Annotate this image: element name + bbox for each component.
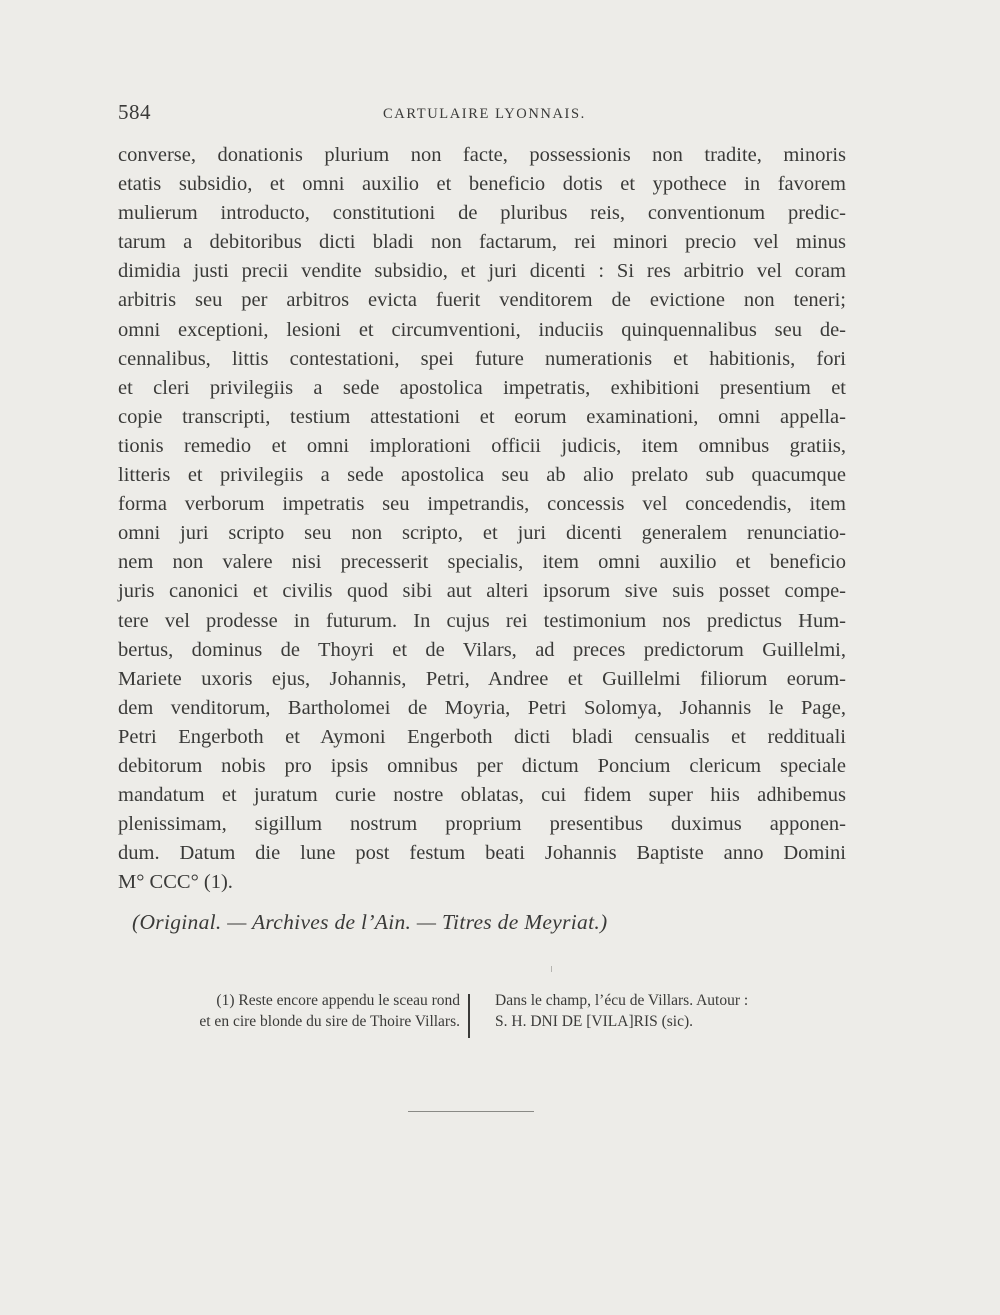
text-line: arbitris seu per arbitros evicta fuerit venditorem de evictione non teneri; — [118, 289, 846, 312]
text-line: etatis subsidio, et omni auxilio et beneficio dotis et ypothece in favorem — [118, 173, 846, 196]
text-line: dem venditorum, Bartholomei de Moyria, Petri Solomya, Johannis le Page, — [118, 696, 846, 719]
footnote-right-column — [495, 990, 850, 1032]
text-line: omni exceptioni, lesioni et circumventioni, induciis quinquennalibus seu de- — [118, 318, 846, 341]
paper-speck — [551, 966, 552, 972]
text-line: forma verborum impetratis seu impetrandis, concessis vel concedendis, item — [118, 493, 846, 516]
text-line: mulierum introducto, constitutioni de pluribus reis, conventionum predic- — [118, 202, 846, 225]
text-line: juris canonici et civilis quod sibi aut alteri ipsorum sive suis posset compe- — [118, 580, 846, 603]
text-line: omni juri scripto seu non scripto, et juri dicenti generalem renunciatio- — [118, 522, 846, 545]
text-line: debitorum nobis pro ipsis omnibus per dictum Poncium clericum speciale — [118, 754, 846, 777]
text-line: dimidia justi precii vendite subsidio, et juri dicenti : Si res arbitrio vel coram — [118, 260, 846, 283]
text-line: bertus, dominus de Thoyri et de Vilars, ad preces predictorum Guillelmi, — [118, 638, 846, 661]
text-line: litteris et privilegiis a sede apostolica seu ab alio prelato sub quacumque — [118, 464, 846, 487]
page-number: 584 — [118, 100, 151, 124]
text-line: cennalibus, littis contestationi, spei future numerationis et habitionis, fori — [118, 347, 846, 370]
text-line: Mariete uxoris ejus, Johannis, Petri, Andree et Guillelmi filiorum eorum- — [118, 667, 846, 690]
source-citation: (Original. — Archives de l’Ain. — Titres de Meyriat.) — [132, 910, 608, 934]
text-line: tarum a debitoribus dicti bladi non factarum, rei minori precio vel minus — [118, 231, 846, 254]
text-line: nem non valere nisi precesserit specialis, item omni auxilio et beneficio — [118, 551, 846, 574]
charter-text — [118, 141, 846, 897]
text-line: Petri Engerboth et Aymoni Engerboth dicti bladi censualis et reddituali — [118, 725, 846, 748]
footnote-left-column — [110, 990, 460, 1032]
footnote-line: S. H. DNI DE [VILA]RIS (sic). — [495, 1013, 694, 1030]
footnote-line: (1) Reste encore appendu le sceau rond — [216, 992, 460, 1009]
footnote-column-divider — [468, 994, 470, 1038]
running-title: CARTULAIRE LYONNAIS. — [383, 106, 586, 122]
end-rule — [408, 1111, 534, 1112]
text-line: M° CCC° (1). — [118, 871, 233, 894]
text-line: converse, donationis plurium non facte, possessionis non tradite, minoris — [118, 144, 846, 166]
footnote-line: Dans le champ, l’écu de Villars. Autour : — [495, 992, 749, 1009]
text-line: copie transcripti, testium attestationi et eorum examinationi, omni appella- — [118, 405, 846, 428]
footnote — [110, 990, 850, 1050]
footnote-line: et en cire blonde du sire de Thoire Villars. — [199, 1013, 460, 1030]
text-line: tere vel prodesse in futurum. In cujus rei testimonium nos predictus Hum- — [118, 609, 846, 632]
text-line: mandatum et juratum curie nostre oblatas, cui fidem super hiis adhibemus — [118, 784, 846, 807]
text-line: tionis remedio et omni implorationi officii judicis, item omnibus gratiis, — [118, 434, 846, 457]
page-header — [118, 100, 848, 130]
text-line: plenissimam, sigillum nostrum proprium presentibus duximus apponen- — [118, 813, 846, 836]
text-line: dum. Datum die lune post festum beati Johannis Baptiste anno Domini — [118, 842, 846, 865]
text-line: et cleri privilegiis a sede apostolica impetratis, exhibitioni presentium et — [118, 376, 846, 399]
